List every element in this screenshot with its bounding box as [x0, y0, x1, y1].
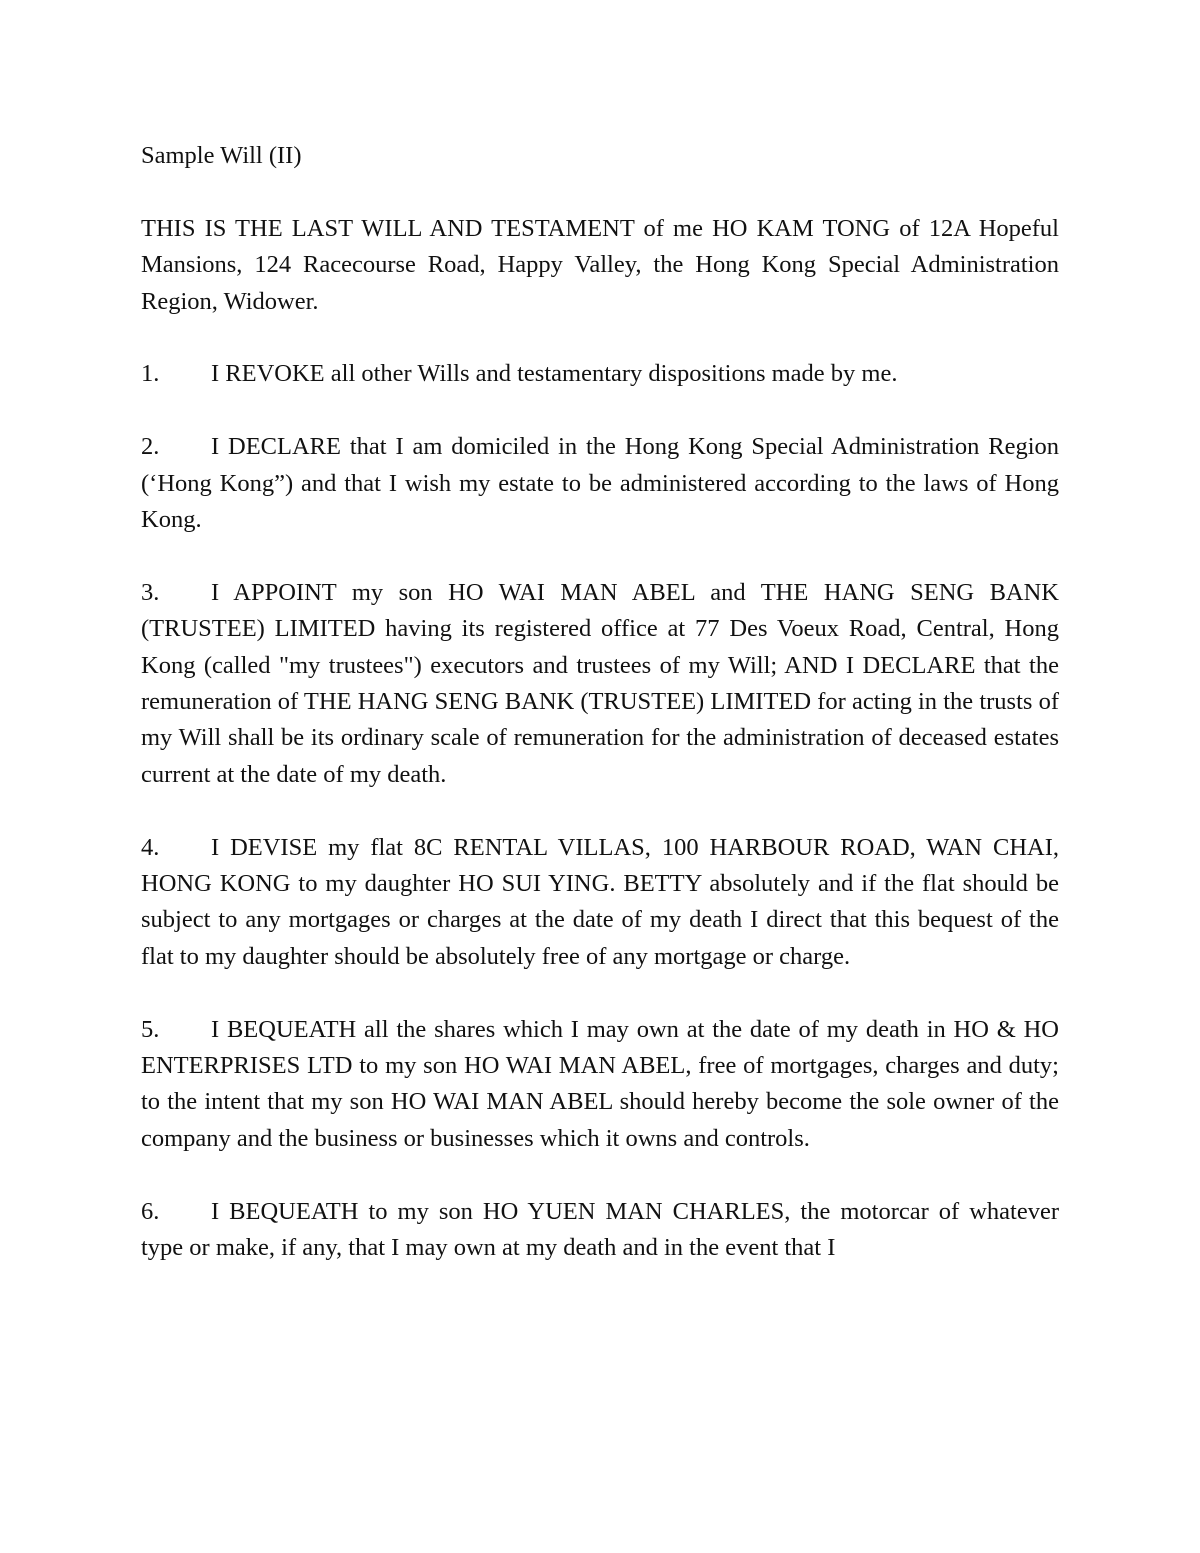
clause-6	[141, 1194, 1059, 1267]
clause-5	[141, 1012, 1059, 1158]
clause-number: 2.	[141, 433, 160, 461]
clause-number: 1.	[141, 360, 160, 388]
clause-1	[141, 356, 1059, 392]
clause-text: I DEVISE my flat 8C RENTAL VILLAS, 100 HARBOUR ROAD, WAN CHAI, HONG KONG to my daughter HO SUI YING. BETTY absolutely and if the flat should be subject to any mortgages or charges at the date of my death I direct that this bequest of the flat to my daughter should be absolutely free of any mortgage or charge.	[141, 833, 1059, 970]
clause-4	[141, 830, 1059, 976]
will-preamble: THIS IS THE LAST WILL AND TESTAMENT of me HO KAM TONG of 12A Hopeful Mansions, 124 Racecourse Road, Happy Valley, the Hong Kong Special Administration Region, Widower.	[141, 214, 1059, 315]
clause-number: 6.	[141, 1197, 160, 1225]
clause-number: 4.	[141, 833, 160, 861]
clause-text: I BEQUEATH all the shares which I may own at the date of my death in HO & HO ENTERPRISES LTD to my son HO WAI MAN ABEL, free of mortgages, charges and duty; to the intent that my son HO WAI MAN ABEL should hereby become the sole owner of the company and the business or businesses which it owns and controls.	[141, 1015, 1059, 1152]
clause-text: I BEQUEATH to my son HO YUEN MAN CHARLES, the motorcar of whatever type or make, if any, that I may own at my death and in the event that I	[141, 1197, 1059, 1262]
clause-number: 3.	[141, 578, 160, 606]
document-title: Sample Will (II)	[141, 142, 302, 169]
clause-number: 5.	[141, 1015, 160, 1043]
document-body	[141, 138, 1059, 1303]
clause-text: I REVOKE all other Wills and testamentary dispositions made by me.	[211, 360, 898, 388]
clause-text: I APPOINT my son HO WAI MAN ABEL and THE HANG SENG BANK (TRUSTEE) LIMITED having its registered office at 77 Des Voeux Road, Central, Hong Kong (called "my trustees") executors and trustees of my Will; AND I DECLARE that the remuneration of THE HANG SENG BANK (TRUSTEE) LIMITED for acting in the trusts of my Will shall be its ordinary scale of remuneration for the administration of deceased estates current at the date of my death.	[141, 578, 1059, 788]
clause-3	[141, 575, 1059, 793]
clause-text: I DECLARE that I am domiciled in the Hong Kong Special Administration Region (‘Hong Kong”) and that I wish my estate to be administered according to the laws of Hong Kong.	[141, 433, 1059, 534]
clause-2	[141, 429, 1059, 538]
